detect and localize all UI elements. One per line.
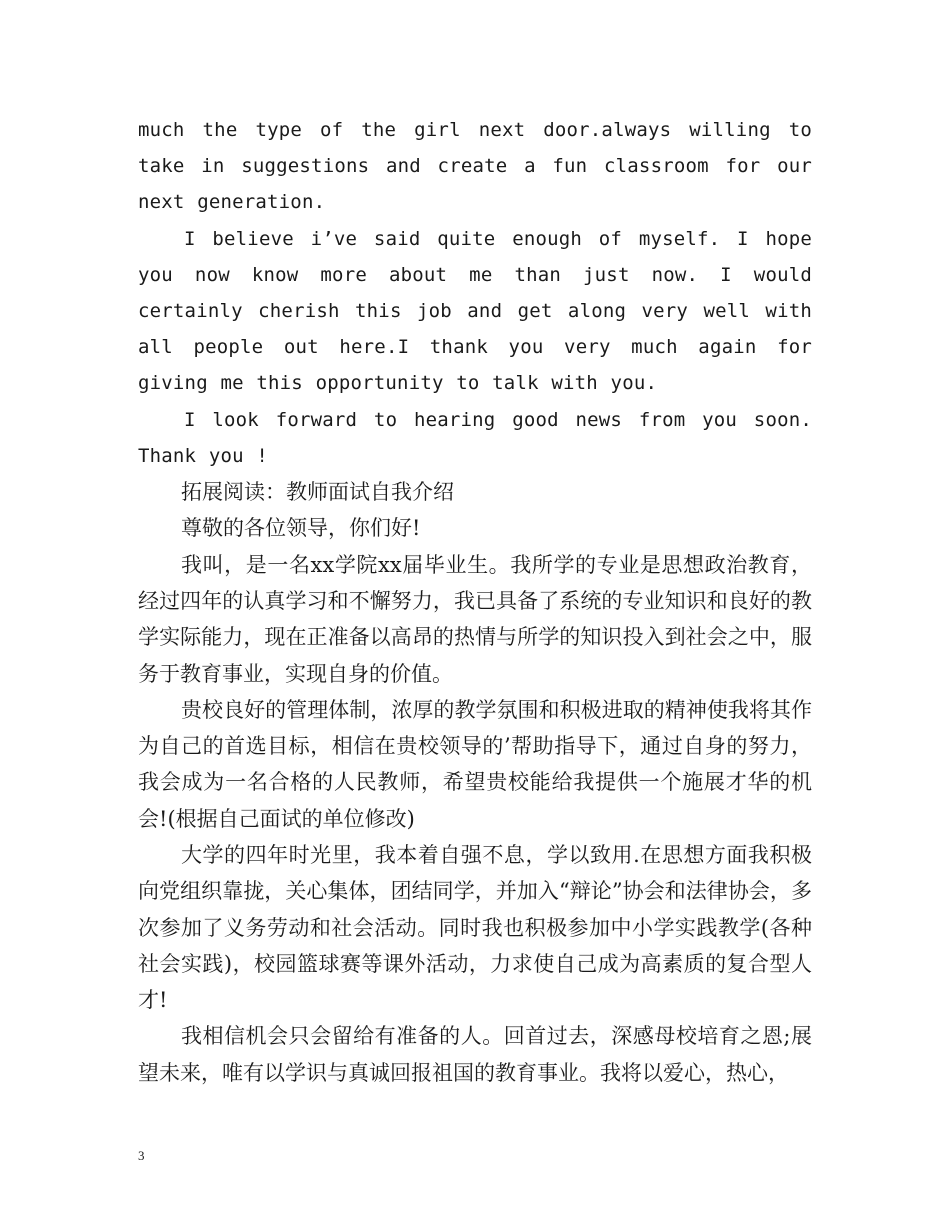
page-number: 3 [138, 1148, 145, 1163]
paragraph-english-2: I believe i’ve said quite enough of myself. I hope you now know more about me than just now. I would certainly cherish this job and get along very well with all people out here.I thank you very much again for giving me this opportunity to talk with you. [138, 227, 812, 395]
paragraph-chinese-2: 贵校良好的管理体制，浓厚的教学氛围和积极进取的精神使我将其作为自己的首选目标，相信在贵校领导的’帮助指导下，通过自身的努力，我会成为一名合格的人民教师，希望贵校能给我提供一个施展才华的机会!(根据自己面试的单位修改) [138, 697, 812, 831]
paragraph-chinese-3: 大学的四年时光里，我本着自强不息，学以致用.在思想方面我积极向党组织靠拢，关心集体，团结同学，并加入“辩论”协会和法律协会，多次参加了义务劳动和社会活动。同时我也积极参加中小学实践教学(各种社会实践)，校园篮球赛等课外活动，力求使自己成为高素质的复合型人才! [138, 843, 812, 1013]
paragraph-english-1: much the type of the girl next door.always willing to take in suggestions and create a fun classroom for our next generation. [138, 119, 812, 214]
paragraph-chinese-1: 我叫，是一名xx学院xx届毕业生。我所学的专业是思想政治教育，经过四年的认真学习和不懈努力，我已具备了系统的专业知识和良好的教学实际能力，现在正准备以高昂的热情与所学的知识投入到社会之中，服务于教育事业，实现自身的价值。 [138, 552, 812, 686]
document-page [138, 112, 812, 1091]
paragraph-english-3: I look forward to hearing good news from you soon. Thank you ! [138, 408, 812, 467]
section-heading: 拓展阅读：教师面试自我介绍 [181, 480, 454, 505]
paragraph-chinese-4: 我相信机会只会留给有准备的人。回首过去，深感母校培育之恩;展望未来，唯有以学识与真诚回报祖国的教育事业。我将以爱心，热心， [138, 1024, 812, 1085]
salutation: 尊敬的各位领导，你们好! [181, 516, 421, 541]
